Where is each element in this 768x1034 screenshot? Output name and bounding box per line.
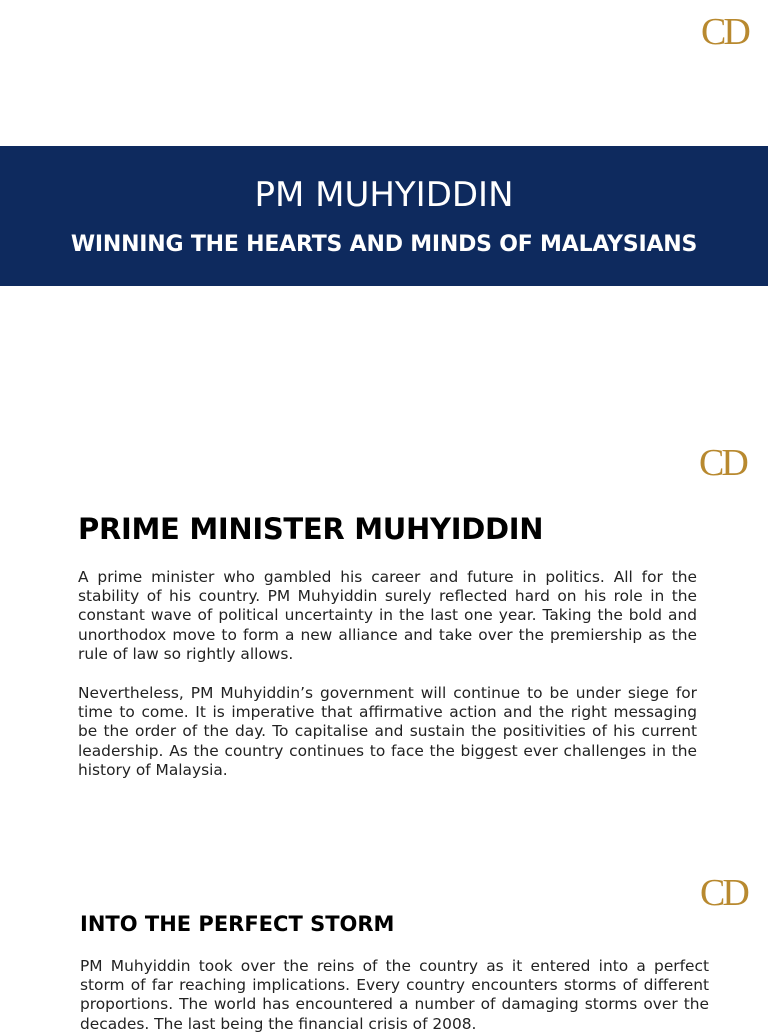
banner-title: PM MUHYIDDIN bbox=[254, 175, 514, 215]
cd-logo: CD bbox=[701, 11, 748, 53]
section-heading-prime-minister: PRIME MINISTER MUHYIDDIN bbox=[78, 512, 544, 546]
cd-logo: CD bbox=[700, 872, 747, 914]
title-banner bbox=[0, 146, 768, 286]
section-paragraph: A prime minister who gambled his career and future in politics. All for the stability of his country. PM Muhyiddin surely reflected hard on his role in the constant wave of political uncertainty in the last one year. Taking the bold and unorthodox move to form a new alliance and take over the premiership as the rule of law so rightly allows. bbox=[78, 568, 697, 663]
section-paragraph: PM Muhyiddin took over the reins of the country as it entered into a perfect storm of far reaching implications. Every country encounters storms of different proportions. The world has encountered a number of damaging storms over the decades. The last being the financial crisis of 2008. bbox=[80, 957, 709, 1033]
section-heading-perfect-storm: INTO THE PERFECT STORM bbox=[80, 912, 395, 936]
cd-logo: CD bbox=[699, 442, 746, 484]
section-paragraph: Nevertheless, PM Muhyiddin’s government will continue to be under siege for time to come. It is imperative that affirmative action and the right messaging be the order of the day. To capitalise and sustain the positivities of his current leadership. As the country continues to face the biggest ever challenges in the history of Malaysia. bbox=[78, 684, 697, 779]
banner-subtitle: WINNING THE HEARTS AND MINDS OF MALAYSIANS bbox=[70, 232, 698, 257]
